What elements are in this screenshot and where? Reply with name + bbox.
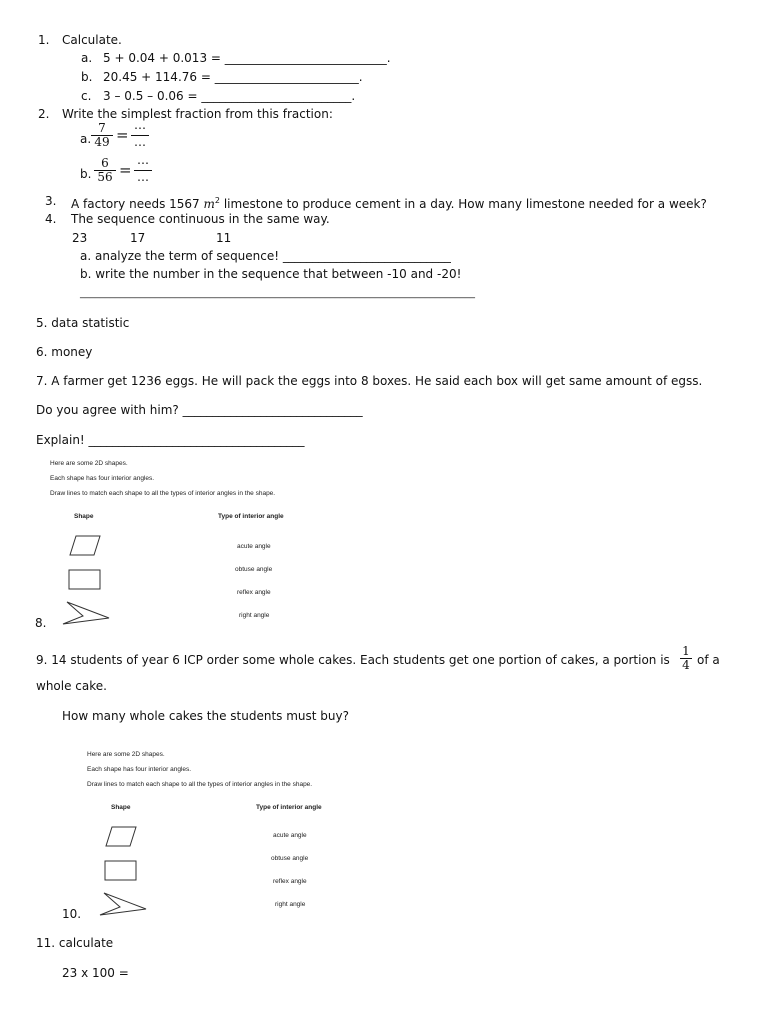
q2b-label: b. bbox=[80, 167, 92, 181]
q3-unit: m bbox=[203, 197, 215, 211]
worksheet-angle-obtuse: obtuse angle bbox=[271, 855, 309, 862]
q2a-numerator: 7 bbox=[91, 122, 113, 136]
worksheet-intro-line-3: Draw lines to match each shape to all the types of interior angles in the shape. bbox=[87, 781, 313, 788]
q4b-answer-line: _______________________________________________________________________________ bbox=[80, 288, 475, 299]
arrowhead-shape-icon bbox=[98, 891, 148, 917]
q8-shapes-image bbox=[48, 456, 312, 626]
q10-shapes-image bbox=[84, 746, 352, 918]
q8-number: 8. bbox=[35, 616, 47, 630]
q9-fraction-numerator: 1 bbox=[680, 645, 692, 659]
q1a-text: 5 + 0.04 + 0.013 = ___________________________. bbox=[103, 51, 391, 65]
q9-fraction-denominator: 4 bbox=[682, 658, 690, 672]
worksheet-angle-reflex: reflex angle bbox=[273, 878, 307, 885]
q3-number: 3. bbox=[45, 194, 57, 208]
q2b-answer-numerator: ⋯ bbox=[134, 157, 152, 171]
worksheet-angle-right: right angle bbox=[239, 612, 270, 619]
q9-text-before: 9. 14 students of year 6 ICP order some whole cakes. Each students get one portion of cakes, a portion is bbox=[36, 653, 670, 667]
q1-number: 1. bbox=[38, 33, 50, 47]
worksheet-angle-obtuse: obtuse angle bbox=[235, 566, 273, 573]
q4b-text: b. write the number in the sequence that between -10 and -20! bbox=[80, 267, 462, 281]
q1-title: Calculate. bbox=[62, 33, 122, 47]
parallelogram-shape-icon bbox=[68, 534, 102, 558]
q2a-answer-fraction bbox=[131, 122, 149, 149]
worksheet-angle-right: right angle bbox=[275, 901, 306, 908]
worksheet-intro-line-3: Draw lines to match each shape to all the types of interior angles in the shape. bbox=[50, 490, 276, 497]
q1b-label: b. bbox=[81, 70, 93, 84]
q2b-equals: = bbox=[119, 161, 132, 179]
q1a-label: a. bbox=[81, 51, 93, 65]
q3-text-before: A factory needs 1567 bbox=[71, 197, 204, 211]
q2a-equals: = bbox=[116, 126, 129, 144]
q2a-denominator: 49 bbox=[94, 135, 110, 149]
q2b-denominator: 56 bbox=[97, 170, 113, 184]
q2-title: Write the simplest fraction from this fraction: bbox=[62, 107, 333, 121]
q2-number: 2. bbox=[38, 107, 50, 121]
q2a-fraction bbox=[91, 122, 113, 149]
worksheet-intro-line-2: Each shape has four interior angles. bbox=[50, 475, 155, 482]
q2b-fraction bbox=[94, 157, 116, 184]
q3-unit-exponent: 2 bbox=[214, 196, 220, 205]
q6-text: 6. money bbox=[36, 345, 93, 359]
worksheet-angle-acute: acute angle bbox=[237, 543, 271, 550]
worksheet-shape-header: Shape bbox=[111, 804, 131, 811]
worksheet-angle-header: Type of interior angle bbox=[218, 513, 284, 520]
q2a-answer-numerator: ⋯ bbox=[131, 122, 149, 136]
q2b-numerator: 6 bbox=[94, 157, 116, 171]
worksheet-intro-line-1: Here are some 2D shapes. bbox=[50, 460, 128, 467]
worksheet-intro-line-1: Here are some 2D shapes. bbox=[87, 751, 165, 758]
rectangle-shape-icon bbox=[67, 568, 103, 592]
q4-seq-term-2: 17 bbox=[130, 231, 146, 245]
worksheet-shape-header: Shape bbox=[74, 513, 94, 520]
q1c-text: 3 – 0.5 – 0.06 = _________________________. bbox=[103, 89, 356, 103]
arrowhead-shape-icon bbox=[61, 600, 111, 626]
q7-text: 7. A farmer get 1236 eggs. He will pack the eggs into 8 boxes. He said each box will get same amount of egss. bbox=[36, 374, 703, 388]
q9-text-after: of a bbox=[697, 653, 720, 667]
q2a-answer-denominator: … bbox=[134, 135, 146, 149]
parallelogram-shape-icon bbox=[104, 825, 138, 849]
worksheet-angle-header: Type of interior angle bbox=[256, 804, 322, 811]
q11-expression: 23 x 100 = bbox=[62, 966, 129, 980]
q1b-text: 20.45 + 114.76 = ________________________. bbox=[103, 70, 363, 84]
q3-text bbox=[71, 194, 707, 211]
q7-agree-line: Do you agree with him? ______________________________ bbox=[36, 403, 363, 417]
q1c-label: c. bbox=[81, 89, 92, 103]
q10-number: 10. bbox=[62, 907, 82, 921]
worksheet-intro-line-2: Each shape has four interior angles. bbox=[87, 766, 192, 773]
q2b-answer-fraction bbox=[134, 157, 152, 184]
q3-text-after: limestone to produce cement in a day. How many limestone needed for a week? bbox=[220, 197, 707, 211]
q9-fraction bbox=[680, 645, 692, 672]
q5-text: 5. data statistic bbox=[36, 316, 130, 330]
q9-question: How many whole cakes the students must buy? bbox=[62, 709, 349, 723]
q9-line-2: whole cake. bbox=[36, 679, 107, 693]
worksheet-angle-acute: acute angle bbox=[273, 832, 307, 839]
q11-title: 11. calculate bbox=[36, 936, 114, 950]
q4-seq-term-3: 11 bbox=[216, 231, 232, 245]
q7-explain-line: Explain! ____________________________________ bbox=[36, 433, 305, 447]
rectangle-shape-icon bbox=[103, 859, 139, 883]
q2b-answer-denominator: … bbox=[137, 170, 149, 184]
q4-title: The sequence continuous in the same way. bbox=[71, 212, 330, 226]
worksheet-angle-reflex: reflex angle bbox=[237, 589, 271, 596]
q4-number: 4. bbox=[45, 212, 57, 226]
q4a-text: a. analyze the term of sequence! ____________________________ bbox=[80, 249, 451, 263]
q2a-label: a. bbox=[80, 132, 92, 146]
q4-seq-term-1: 23 bbox=[72, 231, 88, 245]
